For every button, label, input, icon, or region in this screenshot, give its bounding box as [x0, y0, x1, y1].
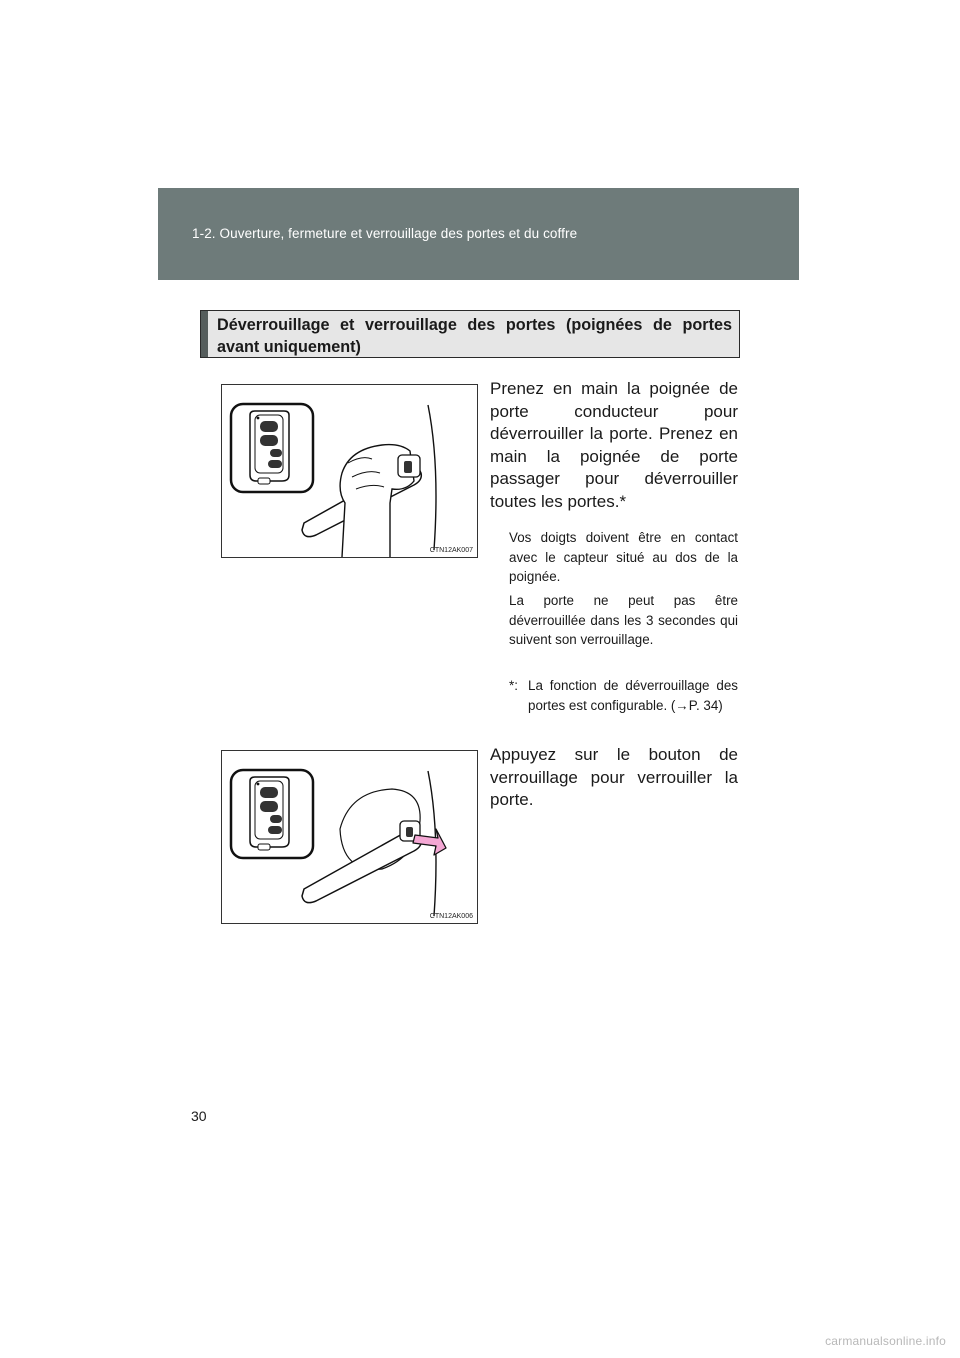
- note-sensor-contact: Vos doigts doivent être en contact avec le capteur situé au dos de la poignée.: [509, 530, 738, 584]
- watermark: carmanualsonline.info: [825, 1334, 946, 1348]
- figure-unlock-handle: [221, 384, 478, 558]
- figure-code: CTN12AK007: [429, 547, 473, 554]
- section-title: Déverrouillage et verrouillage des portes (poignées de portes avant uniquement): [217, 316, 732, 356]
- figure-lock-button: [221, 750, 478, 924]
- footnote-mark: *:: [509, 678, 518, 693]
- breadcrumb: 1-2. Ouverture, fermeture et verrouillage des portes et du coffre: [192, 226, 578, 241]
- instruction-lock: Appuyez sur le bouton de verrouillage pour verrouiller la porte.: [490, 745, 738, 810]
- door-handle-lock-illustration: [222, 751, 477, 923]
- footnote-configurable: La fonction de déverrouillage des portes est configurable. (→P. 34): [528, 678, 738, 713]
- section-heading-box: [200, 310, 740, 358]
- page-number: 30: [191, 1108, 207, 1124]
- section-heading-bar: [201, 311, 208, 357]
- figure-code: CTN12AK006: [429, 913, 473, 920]
- door-handle-grip-illustration: [222, 385, 477, 557]
- note-unlock-delay: La porte ne peut pas être déverrouillée dans les 3 secondes qui suivent son verrouillage.: [509, 593, 738, 647]
- instruction-unlock: Prenez en main la poignée de porte conducteur pour déverrouiller la porte. Prenez en main la poignée de porte passager pour déverrouiller toutes les portes.*: [490, 379, 738, 511]
